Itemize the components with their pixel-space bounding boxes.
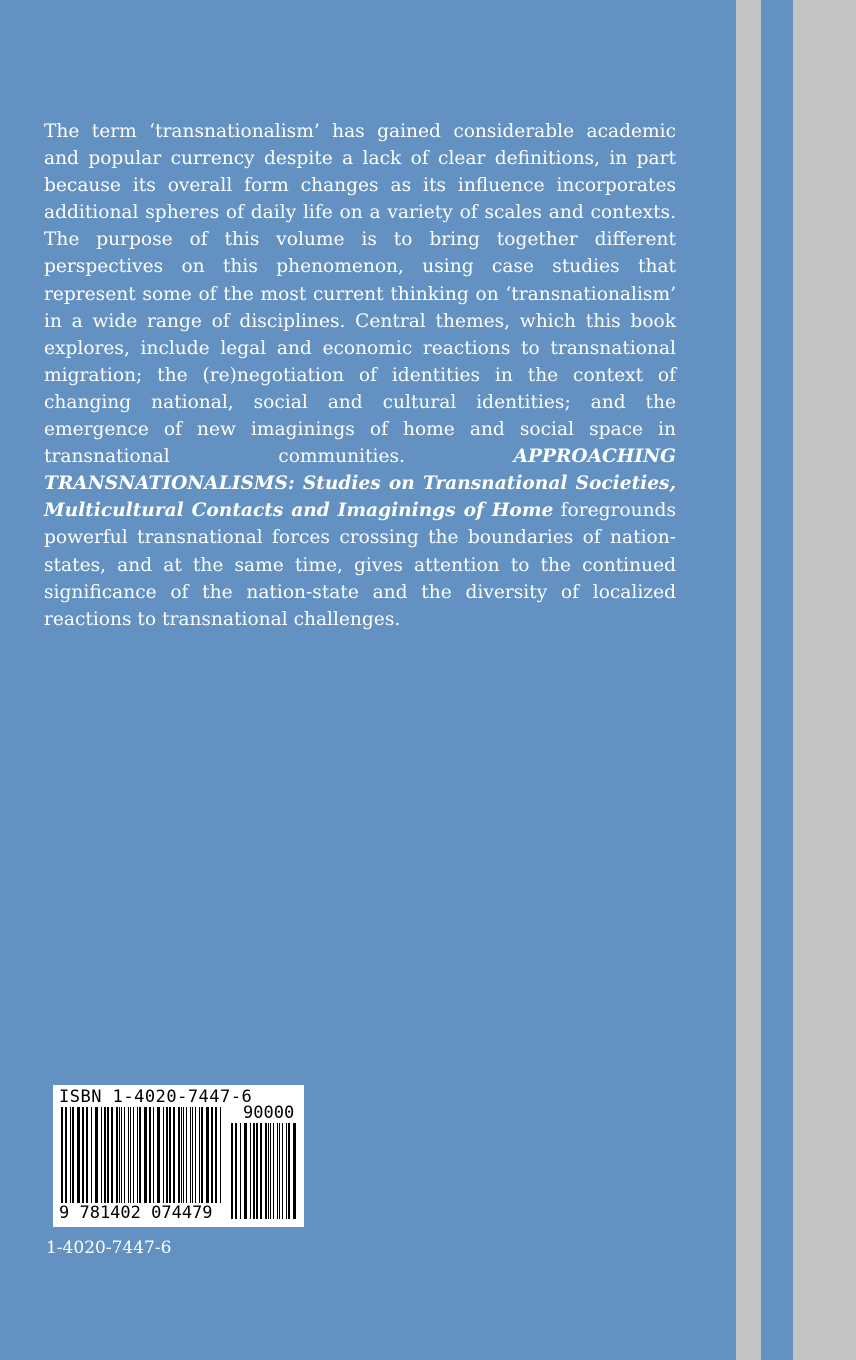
isbn-number: 1-4020-7447-6 xyxy=(46,1238,172,1258)
spine-stripe-blue xyxy=(761,0,793,1360)
blurb-text xyxy=(44,118,676,633)
spine-stripe-grey-outer xyxy=(793,0,856,1360)
spine-stripe-grey xyxy=(736,0,761,1360)
blurb-part-2: foregrounds powerful transnational forces crossing the boundaries of nation-states, and at the same time, gives attention to the continued significance of the nation-state and the diversity of localized reactions to transnational challenges. xyxy=(44,500,676,630)
book-title: APPROACHING TRANSNATIONALISMS: Studies on Transnational Societies, Multicultural Contacts and Imaginings of Home xyxy=(44,446,676,522)
barcode-isbn-text: ISBN 1-4020-7447-6 xyxy=(59,1087,253,1107)
barcode-price-code: 90000 xyxy=(243,1103,295,1123)
blurb-part-1: The term ‘transnationalism’ has gained considerable academic and popular currency despite a lack of clear definitions, in part because its overall form changes as its influence incorporates additional spheres of daily life on a variety of scales and contexts. The purpose of this volume is to bring together different perspectives on this phenomenon, using case studies that represent some of the most current thinking on ‘transnationalism’ in a wide range of disciplines. Central themes, which this book explores, include legal and economic reactions to transnational migration; the (re)negotiation of identities in the context of changing national, social and cultural identities; and the emergence of new imaginings of home and social space in transnational communities. xyxy=(44,121,676,468)
barcode-label xyxy=(53,1085,304,1227)
barcode-ean-digits: 9 781402 074479 xyxy=(59,1203,213,1223)
